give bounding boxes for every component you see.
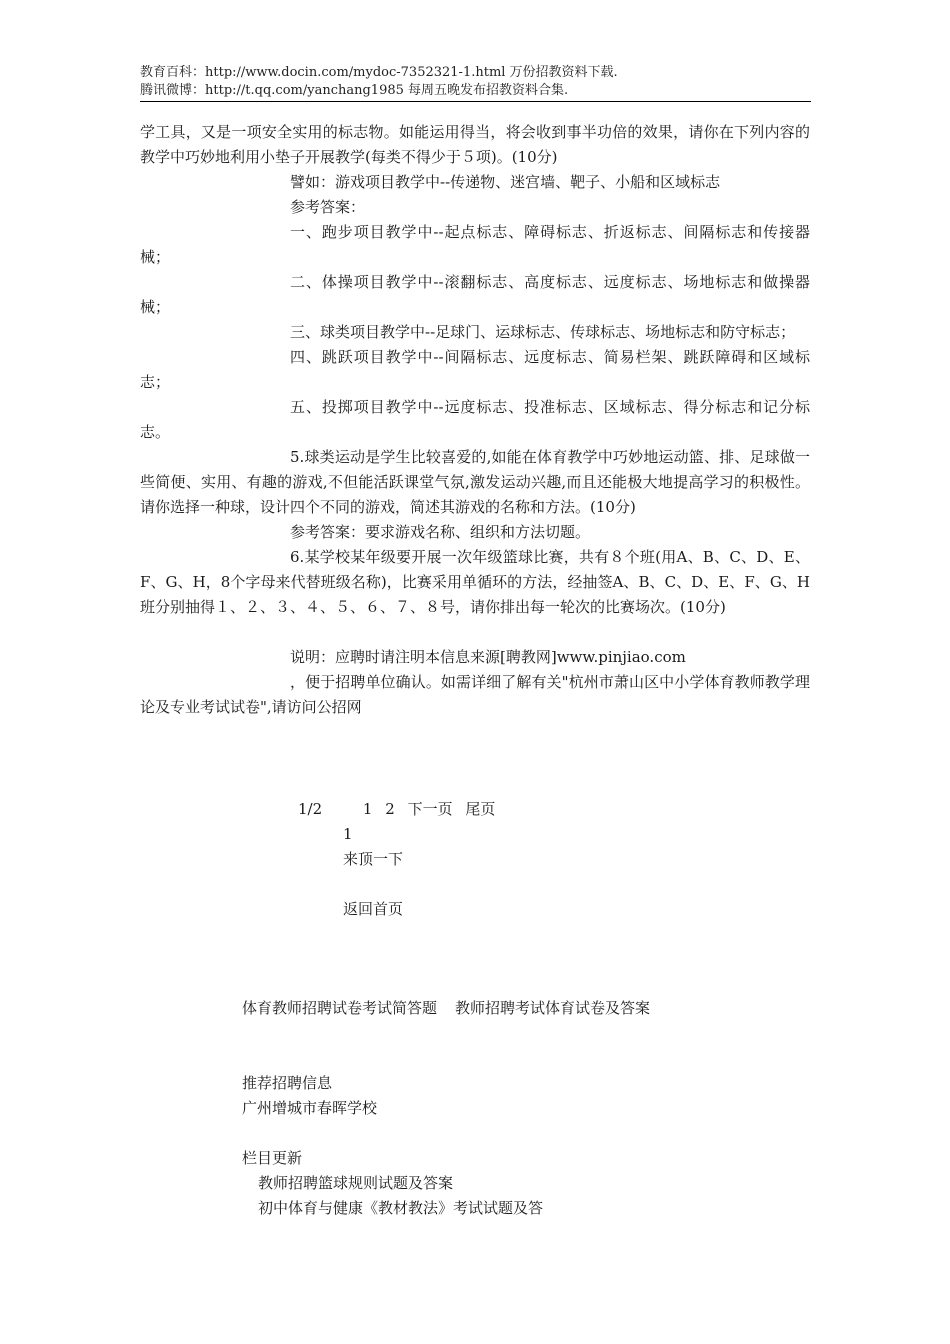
recommend-item[interactable]: 广州增城市春晖学校 (242, 1099, 378, 1117)
page-link-1[interactable]: 1 (362, 800, 373, 818)
header-weibo-link[interactable]: 腾讯微博：http://t.qq.com/yanchang1985 每周五晚发布招教资料合集. (140, 83, 569, 98)
header-divider (140, 101, 811, 102)
answer-item-4: 四、跳跃项目教学中--间隔标志、远度标志、简易栏架、跳跃障碍和区域标志； (140, 348, 810, 391)
page-header (140, 64, 810, 100)
vote-up-link[interactable]: 来顶一下 (343, 850, 404, 868)
article-body (140, 120, 810, 720)
paragraph-gap (140, 620, 810, 645)
header-docin-link[interactable]: 教育百科：http://www.docin.com/mydoc-7352321-1.html 万份招教资料下载. (140, 65, 618, 80)
back-home-link[interactable]: 返回首页 (343, 900, 404, 918)
source-note-continued: ，便于招聘单位确认。如需详细了解有关"杭州市萧山区中小学体育教师教学理论及专业考试试卷",请访问公招网 (140, 673, 810, 716)
question-5-text: 5.球类运动是学生比较喜爱的,如能在体育教学中巧妙地运动篮、排、足球做一些简便、实用、有趣的游戏,不但能活跃课堂气氛,激发运动兴趣,而且还能极大地提高学习的积极性。请你选择一种球，设计四个不同的游戏，简述其游戏的名称和方法。(10分) (140, 448, 810, 516)
updates-heading: 栏目更新 (242, 1149, 303, 1167)
answer-item-1: 一、跑步项目教学中--起点标志、障碍标志、折返标志、间隔标志和传接器械； (140, 223, 810, 266)
answer-item-5: 五、投掷项目教学中--远度标志、投准标志、区域标志、得分标志和记分标志。 (140, 398, 810, 441)
update-item[interactable]: 初中体育与健康《教材教法》考试试题及答 (258, 1199, 544, 1217)
update-item[interactable]: 教师招聘篮球规则试题及答案 (258, 1174, 454, 1192)
example-text: 譬如：游戏项目教学中--传递物、迷宫墙、靶子、小船和区域标志 (290, 173, 721, 191)
related-link-right[interactable]: 教师招聘考试体育试卷及答案 (455, 999, 651, 1017)
question-6-text: 6.某学校某年级要开展一次年级篮球比赛，共有８个班(用A、B、C、D、E、F、G、H，8个字母来代替班级名称)，比赛采用单循环的方法，经抽签A、B、C、D、E、F、G、H班分别抽得１、２、３、４、５、６、７、８号，请你排出每一轮次的比赛场次。(10分) (140, 548, 810, 616)
answer-heading: 参考答案： (290, 198, 366, 216)
answer-item-3: 三、球类项目教学中--足球门、运球标志、传球标志、场地标志和防守标志； (290, 323, 796, 341)
current-page-number: 1 (343, 825, 353, 843)
question-5-answer: 参考答案：要求游戏名称、组织和方法切题。 (290, 523, 591, 541)
related-link-left[interactable]: 体育教师招聘试卷考试简答题 (242, 999, 438, 1017)
source-note: 说明：应聘时请注明本信息来源[聘教网]www.pinjiao.com (290, 648, 686, 666)
pagination (298, 797, 503, 822)
recommend-heading: 推荐招聘信息 (242, 1074, 333, 1092)
page-indicator: 1/2 (298, 800, 323, 818)
answer-item-2: 二、体操项目教学中--滚翻标志、高度标志、远度标志、场地标志和做操器械； (140, 273, 810, 316)
related-articles (242, 996, 650, 1021)
next-page-link[interactable]: 下一页 (407, 800, 453, 818)
question-4-text: 学工具，又是一项安全实用的标志物。如能运用得当，将会收到事半功倍的效果，请你在下列内容的教学中巧妙地利用小垫子开展教学(每类不得少于５项)。(10分) (140, 123, 810, 166)
last-page-link[interactable]: 尾页 (465, 800, 496, 818)
page-link-2[interactable]: 2 (385, 800, 395, 818)
